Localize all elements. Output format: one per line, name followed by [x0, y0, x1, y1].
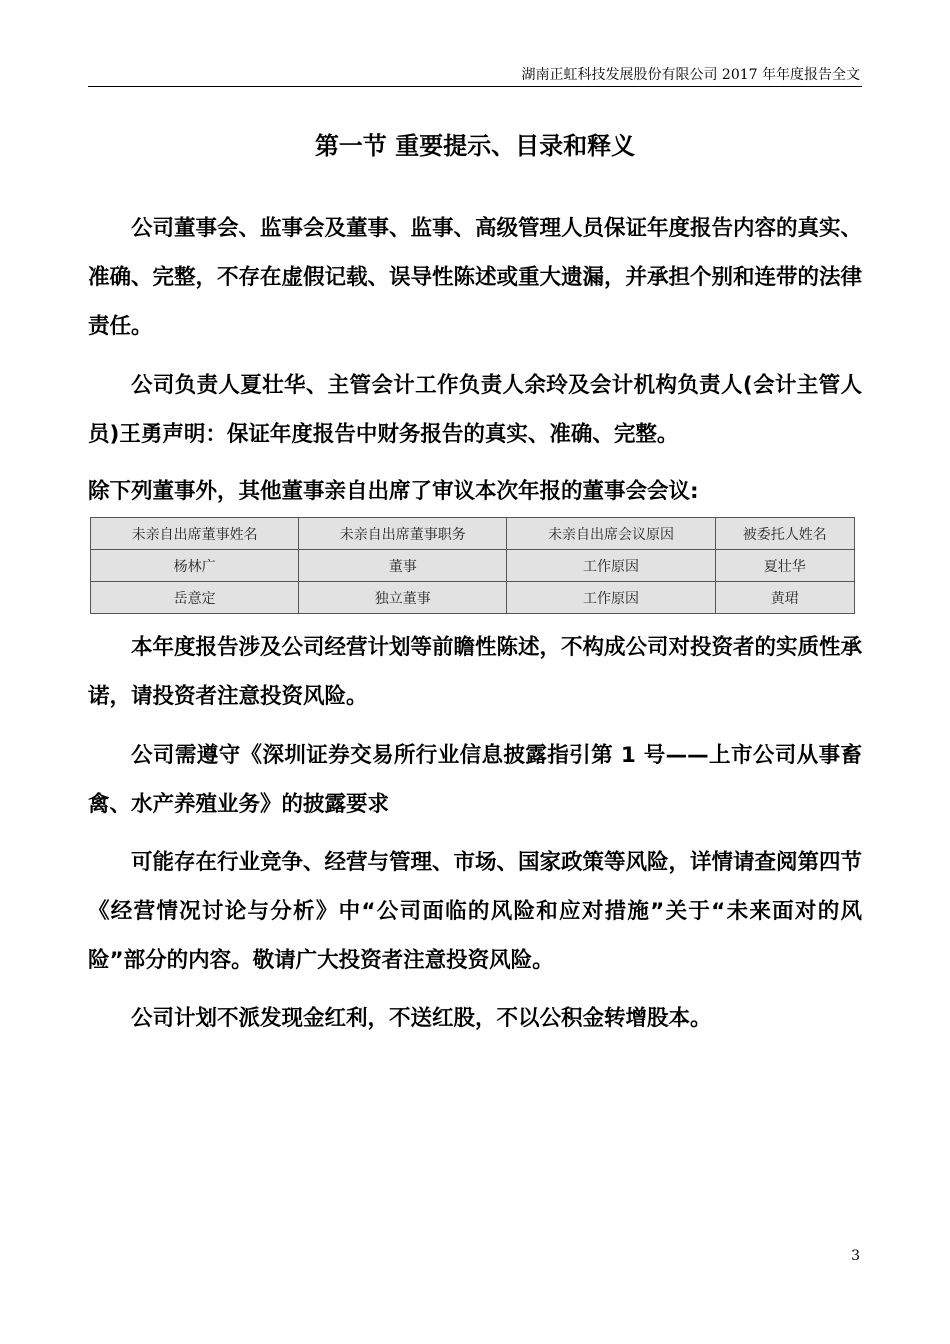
paragraph-responsibility: 公司董事会、监事会及董事、监事、高级管理人员保证年度报告内容的真实、准确、完整，不存在虚假记载、误导性陈述或重大遗漏，并承担个别和连带的法律责任。 [88, 216, 863, 339]
table-cell: 杨林广 [91, 550, 299, 582]
table-header-cell: 被委托人姓名 [715, 518, 854, 550]
absent-directors-table [90, 517, 855, 614]
section-title: 第一节 重要提示、目录和释义 [314, 132, 636, 160]
header-divider [88, 86, 862, 87]
table-row [91, 582, 855, 614]
table-cell: 董事 [299, 550, 507, 582]
running-header: 湖南正虹科技发展股份有限公司 2017 年年度报告全文 [521, 67, 860, 83]
table-header-cell: 未亲自出席董事职务 [299, 518, 507, 550]
table-cell: 工作原因 [507, 550, 715, 582]
paragraph-forward-looking: 本年度报告涉及公司经营计划等前瞻性陈述，不构成公司对投资者的实质性承诺，请投资者注意投资风险。 [88, 635, 863, 709]
paragraph-declaration: 公司负责人夏壮华、主管会计工作负责人余玲及会计机构负责人(会计主管人员)王勇声明：保证年度报告中财务报告的真实、准确、完整。 [88, 373, 862, 447]
table-cell: 独立董事 [299, 582, 507, 614]
table-header-row [91, 518, 855, 550]
table-row [91, 550, 855, 582]
paragraph-risks: 可能存在行业竞争、经营与管理、市场、国家政策等风险，详情请查阅第四节《经营情况讨论与分析》中“公司面临的风险和应对措施”关于“未来面对的风险”部分的内容。敬请广大投资者注意投资风险。 [88, 850, 863, 973]
table-cell: 夏壮华 [715, 550, 854, 582]
page-number: 3 [851, 1248, 860, 1264]
table-cell: 工作原因 [507, 582, 715, 614]
table-header-cell: 未亲自出席会议原因 [507, 518, 715, 550]
table-header-cell: 未亲自出席董事姓名 [91, 518, 299, 550]
table-cell: 黄珺 [715, 582, 854, 614]
paragraph-attendance: 除下列董事外，其他董事亲自出席了审议本次年报的董事会会议: [88, 479, 699, 504]
paragraph-dividend: 公司计划不派发现金红利，不送红股，不以公积金转增股本。 [131, 1006, 712, 1031]
paragraph-disclosure: 公司需遵守《深圳证券交易所行业信息披露指引第 1 号——上市公司从事畜禽、水产养殖业务》的披露要求 [88, 743, 862, 817]
table-cell: 岳意定 [91, 582, 299, 614]
